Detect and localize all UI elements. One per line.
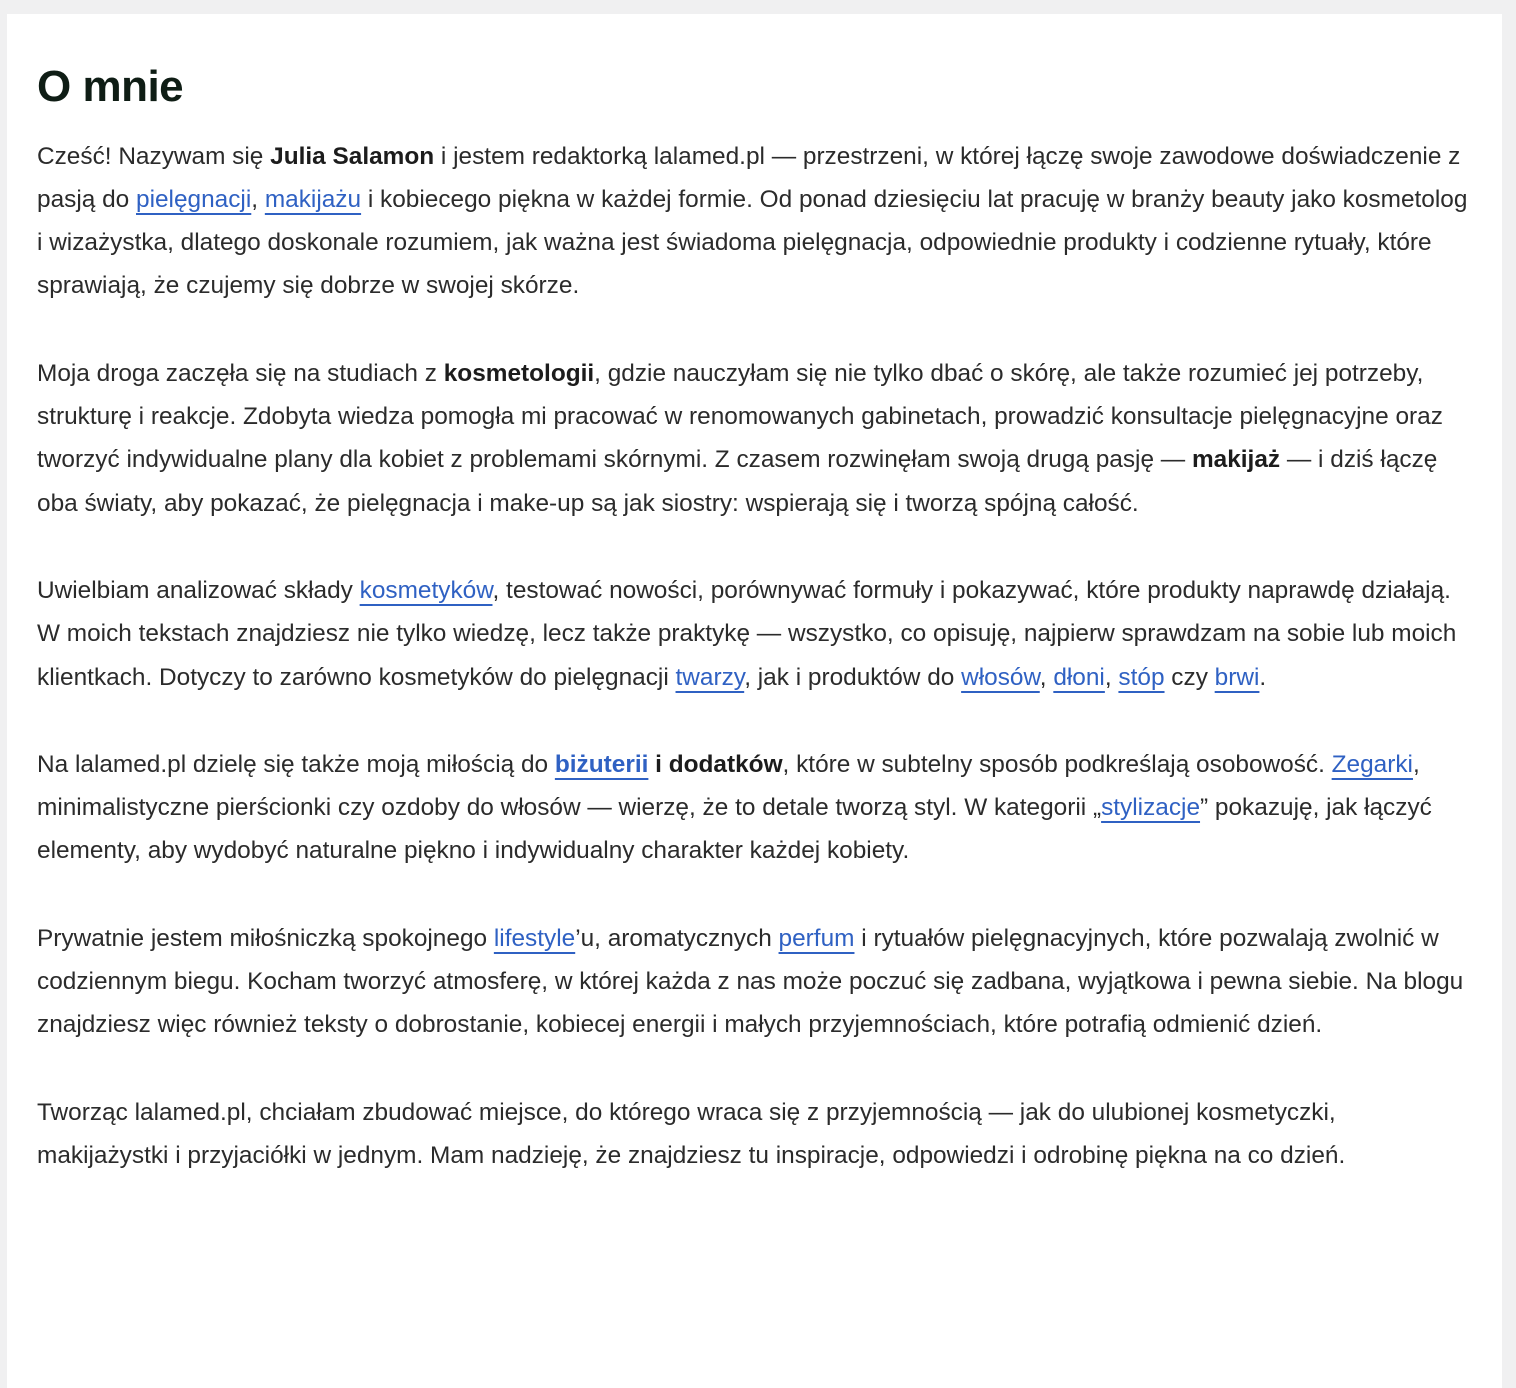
link-perfum[interactable]: perfum (778, 924, 855, 952)
text: Cześć! Nazywam się (37, 142, 271, 170)
paragraph-lifestyle (37, 917, 1472, 1047)
paragraph-closing (37, 1091, 1472, 1178)
link-wlosow[interactable]: włosów (961, 663, 1040, 691)
text: Na lalamed.pl dzielę się także moją miłością do (37, 750, 555, 778)
link-zegarki[interactable]: Zegarki (1331, 750, 1413, 778)
text: , które w subtelny sposób podkreślają osobowość. (782, 750, 1332, 778)
text: , testować nowości, porównywać formuły i pokazywać, które produkty naprawdę działają. W moich tekstach znajdziesz nie tylko wiedzę, lecz także praktykę — wszystko, co opisuję, najpierw sprawdzam na sobie lub moich klientkach. Dotyczy to zarówno kosmetyków do pielęgnacji (37, 576, 1457, 691)
paragraph-education (37, 352, 1472, 525)
link-makijazu[interactable]: makijażu (264, 185, 362, 213)
link-kosmetykow[interactable]: kosmetyków (359, 576, 493, 604)
bold-dodatkow: i dodatków (648, 750, 783, 778)
paragraph-intro (37, 135, 1472, 308)
link-twarzy[interactable]: twarzy (675, 663, 745, 691)
text: ” pokazuję, jak łączyć elementy, aby wydobyć naturalne piękno i indywidualny charakter każdej kobiety. (37, 794, 1432, 865)
text: . (1259, 663, 1267, 691)
text: Tworząc lalamed.pl, chciałam zbudować miejsce, do którego wraca się z przyjemnością — jak do ulubionej kosmetyczki, makijażystki i przyjaciółki w jednym. Mam nadzieję, że znajdziesz tu inspiracje, odpowiedzi i odrobinę piękna na co dzień. (37, 1098, 1346, 1169)
text: i rytuałów pielęgnacyjnych, które pozwalają zwolnić w codziennym biegu. Kocham tworzyć atmosferę, w której każda z nas może poczuć się zadbana, wyjątkowa i pewna siebie. Na blogu znajdziesz więc również teksty o dobrostanie, kobiecej energii i małych przyjemnościach, które potrafią odmienić dzień. (37, 924, 1464, 1039)
link-dloni[interactable]: dłoni (1053, 663, 1105, 691)
link-stylizacje[interactable]: stylizacje (1101, 794, 1201, 822)
bold-kosmetologii: kosmetologii (443, 359, 595, 387)
text: , (1104, 663, 1119, 691)
page-title: O mnie (37, 62, 184, 111)
text: Moja droga zaczęła się na studiach z (37, 359, 444, 387)
text: Prywatnie jestem miłośniczką spokojnego (37, 924, 494, 952)
about-card (7, 14, 1502, 1388)
paragraph-products (37, 569, 1472, 699)
link-pielegnacji[interactable]: pielęgnacji (136, 185, 252, 213)
text: i jestem redaktorką lalamed.pl — przestrzeni, w której łączę swoje zawodowe doświadczenie z pasją do (37, 142, 1461, 213)
bold-makijaz: makijaż (1191, 446, 1281, 474)
link-bizuterii[interactable]: biżuterii (554, 750, 649, 778)
text: , minimalistyczne pierścionki czy ozdoby do włosów — wierzę, że to detale tworzą styl. W kategorii „ (37, 750, 1420, 822)
link-lifestyle[interactable]: lifestyle (493, 924, 576, 952)
text: czy (1164, 663, 1215, 691)
text: ’u, aromatycznych (575, 924, 779, 952)
text: — i dziś łączę oba światy, aby pokazać, że pielęgnacja i make-up są jak siostry: wspierają się i tworzą spójną całość. (37, 446, 1438, 517)
text: , jak i produktów do (744, 663, 962, 691)
text: , (251, 185, 265, 213)
link-brwi[interactable]: brwi (1214, 663, 1260, 691)
link-stop[interactable]: stóp (1118, 663, 1165, 691)
text: , (1039, 663, 1054, 691)
text: Uwielbiam analizować składy (37, 576, 360, 604)
text: , gdzie nauczyłam się nie tylko dbać o skórę, ale także rozumieć jej potrzeby, strukturę i reakcje. Zdobyta wiedza pomogła mi pracować w renomowanych gabinetach, prowadzić konsultacje pielęgnacyjne oraz tworzyć indywidualne plany dla kobiet z problemami skórnymi. Z czasem rozwinęłam swoją drugą pasję — (37, 359, 1443, 474)
author-name: Julia Salamon (270, 142, 435, 170)
paragraph-jewelry (37, 743, 1472, 873)
text: i kobiecego piękna w każdej formie. Od ponad dziesięciu lat pracuję w branży beauty jako kosmetolog i wizażystka, dlatego doskonale rozumiem, jak ważna jest świadoma pielęgnacja, odpowiednie produkty i codzienne rytuały, które sprawiają, że czujemy się dobrze w swojej skórze. (37, 185, 1468, 300)
